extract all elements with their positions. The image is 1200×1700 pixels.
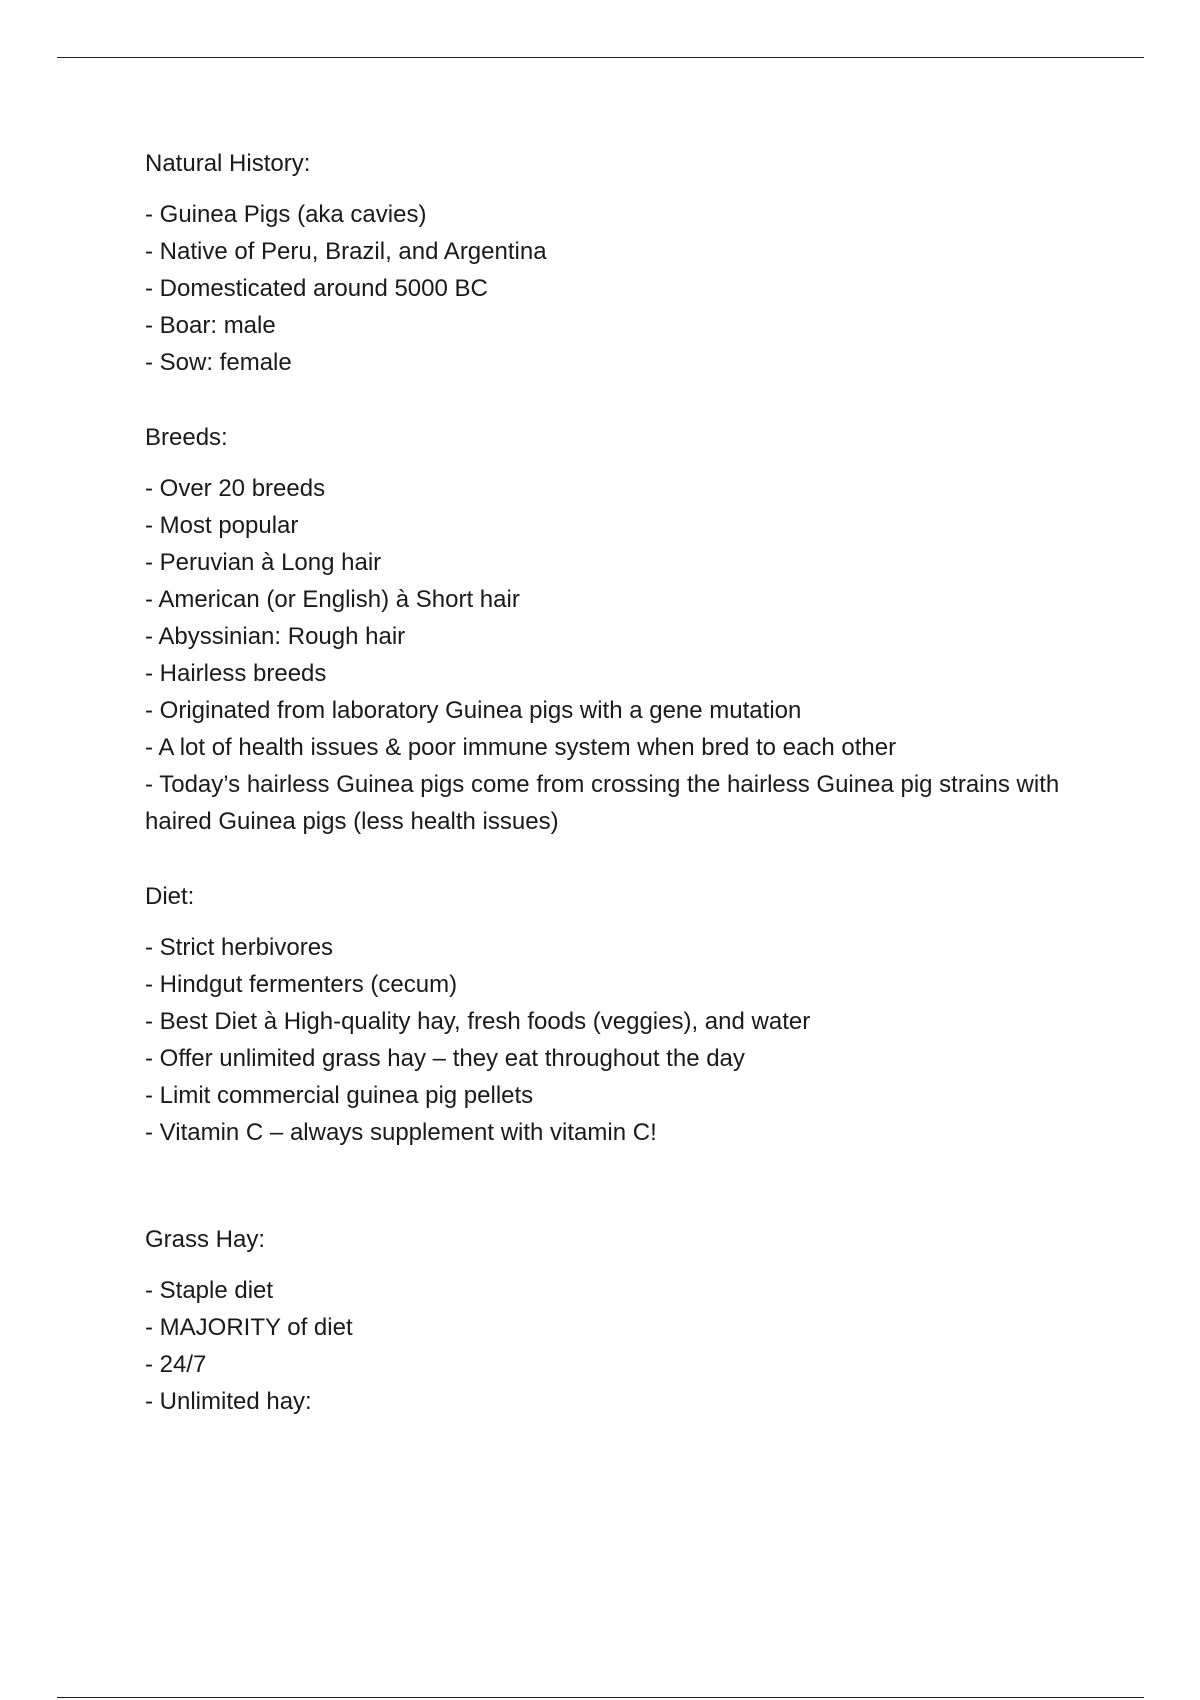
list-item: - Today’s hairless Guinea pigs come from crossing the hairless Guinea pig strains with haired Guinea pigs (less health issues) [145,771,1060,835]
list-item: - Native of Peru, Brazil, and Argentina [145,238,547,265]
bottom-rule [57,1697,1144,1698]
list-item: - Guinea Pigs (aka cavies) [145,201,427,228]
list-item: - Hairless breeds [145,660,327,687]
section-heading: Natural History: [145,150,311,177]
list-item: - A lot of health issues & poor immune system when bred to each other [145,734,897,761]
list-item: - MAJORITY of diet [145,1314,353,1341]
list-item: - Over 20 breeds [145,475,326,502]
list-item: - Staple diet [145,1277,274,1304]
list-item: - Best Diet à High-quality hay, fresh foods (veggies), and water [145,1008,811,1035]
list-item: - Strict herbivores [145,934,334,961]
list-item: - Sow: female [145,349,292,376]
list-item: - Unlimited hay: [145,1388,312,1415]
list-item: - Vitamin C – always supplement with vitamin C! [145,1119,657,1146]
bullet-list [145,470,1075,840]
bullet-list [145,1272,1075,1420]
section-heading: Breeds: [145,424,228,451]
list-item: - Abyssinian: Rough hair [145,623,406,650]
section-heading: Grass Hay: [145,1226,266,1253]
list-item: - Most popular [145,512,299,539]
section-natural-history [145,145,1075,381]
bullet-list [145,929,1075,1151]
list-item: - Originated from laboratory Guinea pigs with a gene mutation [145,697,802,724]
bullet-list [145,196,1075,381]
document-body [145,145,1075,1420]
list-item: - Hindgut fermenters (cecum) [145,971,458,998]
section-diet [145,878,1075,1151]
list-item: - 24/7 [145,1351,207,1378]
list-item: - Limit commercial guinea pig pellets [145,1082,534,1109]
list-item: - American (or English) à Short hair [145,586,520,613]
section-breeds [145,419,1075,840]
list-item: - Offer unlimited grass hay – they eat throughout the day [145,1045,745,1072]
section-grass-hay [145,1221,1075,1420]
list-item: - Peruvian à Long hair [145,549,382,576]
list-item: - Domesticated around 5000 BC [145,275,488,302]
list-item: - Boar: male [145,312,276,339]
section-heading: Diet: [145,883,195,910]
top-rule [57,57,1144,58]
